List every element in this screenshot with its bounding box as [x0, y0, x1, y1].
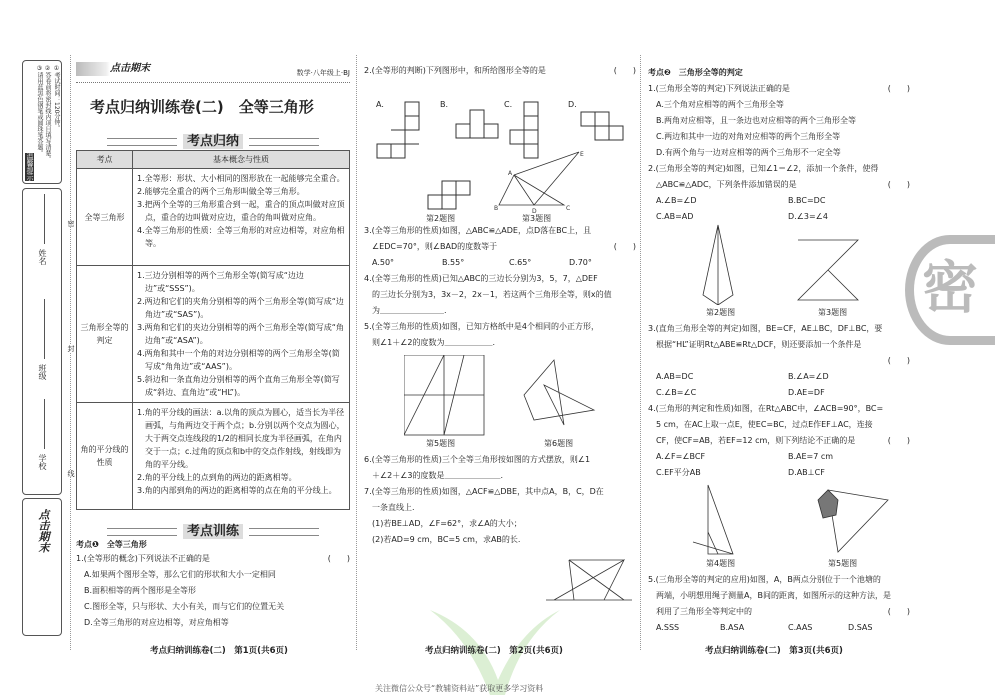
page-1	[76, 60, 350, 660]
question-text: 两端，小明想用绳子测量A，B间的距离，如图所示的这种方法，是	[656, 591, 891, 600]
question-2: 2.(三角形全等的判定)如图，已知∠1＝∠2，添加一个条件，使得	[648, 164, 879, 173]
column-divider	[640, 55, 641, 650]
question-text: △ABC≌△ADC，下列条件添加错误的是	[656, 180, 797, 189]
figure-caption: 第4题图	[706, 559, 736, 568]
option[interactable]: D.有两个角与一边对应相等的两个三角形不一定全等	[656, 148, 841, 157]
summary-banner: 考点归纳	[76, 130, 350, 149]
figure-caption: 第6题图	[544, 439, 574, 448]
subject-label: 数学·八年级上·BJ	[296, 69, 350, 77]
option[interactable]: B.∠A=∠D	[788, 372, 829, 381]
page-3	[648, 60, 910, 660]
option[interactable]: D.70°	[569, 258, 592, 267]
option[interactable]: B.面积相等的两个图形是全等形	[84, 586, 197, 595]
brand-header: 点击期末	[76, 62, 150, 76]
seal-mark: 密	[67, 220, 75, 227]
option[interactable]: A.三个角对应相等的两个三角形全等	[656, 100, 784, 109]
option[interactable]: A.如果两个图形全等，那么它们的形状和大小一定相同	[84, 570, 276, 579]
answer-bracket[interactable]: ( )	[887, 356, 910, 365]
figure-caption: 第5题图	[828, 559, 858, 568]
answer-bracket[interactable]: ( )	[613, 66, 636, 75]
name-field[interactable]: 姓名	[38, 249, 47, 265]
answer-blank[interactable]: 为＿＿＿＿＿＿＿＿.	[372, 306, 447, 315]
answer-bracket[interactable]: ( )	[887, 436, 910, 445]
question-3: 3.(直角三角形全等的判定)如图，BE=CF，AE⊥BC，DF⊥BC，要	[648, 324, 883, 333]
figures-q2-q3	[688, 220, 888, 305]
grid-figure-q5	[404, 355, 624, 445]
question-text: (1)若BE⊥AD，∠F=62°，求∠A的大小；	[372, 519, 522, 528]
question-text: 根据“HL”证明Rt△ABE≌Rt△DCF，则还要添加一个条件是	[656, 340, 862, 349]
option[interactable]: D.AE=DF	[788, 388, 825, 397]
table-row: 三角形全等的判定 1.三边分别相等的两个三角形全等(简写成“边边边”或“SSS”)。 2.两边和它们的夹角分别相等的两个三角形全等(简写成“边角边”或“SAS”)。 3.两角和它们的夹边分别相等的两个三角形全等(简写成“角边角”或“ASA”)。 4.两角和其中一个角的对边分别相等的两个三角形全等(简写成“角角边”或“AAS”)。 5.斜边和一条直角边分别相等的两个直角三角形全等(简写成“斜边、直角边”或“HL”)。	[77, 266, 350, 403]
watermark-text: 关注微信公众号“教辅资料站”获取更多学习资料	[375, 684, 544, 693]
class-field[interactable]: 班级	[38, 364, 47, 380]
column-divider	[356, 55, 357, 650]
option[interactable]: D.SAS	[848, 623, 873, 632]
option[interactable]: A.SSS	[656, 623, 680, 632]
summary-table	[76, 150, 350, 510]
option[interactable]: C.两边和其中一边的对角对应相等的两个三角形全等	[656, 132, 841, 141]
option[interactable]: C.图形全等，只与形状、大小有关，而与它们的位置无关	[84, 602, 285, 611]
figure-caption: 第3题图	[818, 308, 848, 317]
page-2	[364, 60, 636, 660]
question-text: 的三边长分别为3，3x－2，2x－1，若这两个三角形全等，则x的值	[372, 290, 612, 299]
option[interactable]: D.全等三角形的对应边相等，对应角相等	[84, 618, 229, 627]
svg-text:D: D	[532, 208, 537, 215]
option[interactable]: B.两角对应相等，且一条边也对应相等的两个三角形全等	[656, 116, 857, 125]
answer-blank[interactable]: ＋∠2＋∠3的度数是＿＿＿＿＿＿＿.	[372, 471, 504, 480]
notice-1: ①考试时间：120分钟。	[53, 65, 60, 132]
svg-text:B: B	[494, 205, 499, 212]
question-7: 7.(全等三角形的性质)如图，△ACF≌△DBE，其中点A，B，C，D在	[364, 487, 604, 496]
seal-mark: 线	[67, 470, 75, 477]
answer-bracket[interactable]: ( )	[887, 607, 910, 616]
option[interactable]: C.AB=AD	[656, 212, 694, 221]
training-banner: 考点训练	[76, 520, 350, 539]
option[interactable]: B.	[440, 100, 449, 109]
option[interactable]: B.55°	[442, 258, 465, 267]
section-heading: 考点❷ 三角形全等的判定	[648, 68, 743, 77]
svg-text:E: E	[580, 151, 584, 158]
student-info-box	[22, 188, 62, 495]
answer-bracket[interactable]: ( )	[887, 180, 910, 189]
triangle-figure-q3	[494, 150, 594, 220]
answer-blank[interactable]: 则∠1＋∠2的度数为＿＿＿＿＿＿.	[372, 338, 496, 347]
option[interactable]: C.AAS	[788, 623, 813, 632]
seal-line	[70, 55, 71, 650]
brand-box	[22, 498, 62, 636]
table-header: 基本概念与性质	[133, 151, 350, 169]
question-2: 2.(全等形的判断)下列图形中，和所给图形全等的是	[364, 66, 546, 75]
figure-caption: 第2题图	[426, 214, 456, 223]
question-6: 6.(全等三角形的性质)三个全等三角形按如图的方式摆放，则∠1	[364, 455, 591, 464]
question-1: 1.(三角形全等的判定)下列说法正确的是	[648, 84, 790, 93]
page-footer: 考点归纳训练卷(二) 第2页(共6页)	[425, 646, 563, 656]
question-4: 4.(三角形的判定和性质)如图，在Rt△ABC中，∠ACB=90°，BC=	[648, 404, 884, 413]
option[interactable]: B.ASA	[720, 623, 745, 632]
question-text: 利用了三角形全等判定中的	[656, 607, 752, 616]
question-5: 5.(全等三角形的性质)如图，已知方格纸中是4个相同的小正方形，	[364, 322, 599, 331]
section-heading: 考点❶ 全等三角形	[76, 540, 147, 549]
secret-stamp	[905, 235, 995, 345]
notice-2: ②答卷前将密封线内项目填写清楚。	[44, 65, 51, 162]
question-4: 4.(全等三角形的性质)已知△ABC的三边长分别为3，5，7，△DEF	[364, 274, 598, 283]
option[interactable]: B.BC=DC	[788, 196, 826, 205]
brand-vertical: 点击期末	[37, 509, 50, 553]
question-3: 3.(全等三角形的性质)如图，△ABC≌△ADE，点D落在BC上，且	[364, 226, 592, 235]
option[interactable]: A.50°	[372, 258, 395, 267]
figure-caption: 第5题图	[426, 439, 456, 448]
page-footer: 考点归纳训练卷(二) 第3页(共6页)	[705, 646, 843, 656]
question-text: ∠EDC=70°，则∠BAD的度数等于	[372, 242, 498, 251]
table-header: 考点	[77, 151, 133, 169]
question-5: 5.(三角形全等的判定的应用)如图，A，B两点分别位于一个池塘的	[648, 575, 881, 584]
notice-label: 温馨提示	[26, 153, 34, 181]
svg-text:C: C	[566, 205, 571, 212]
question-text: 一条直线上.	[372, 503, 415, 512]
option[interactable]: A.AB=DC	[656, 372, 694, 381]
option[interactable]: D.	[568, 100, 577, 109]
notice-3: ③请用蓝黑色钢笔或圆珠笔答题。	[36, 65, 43, 156]
option[interactable]: B.AE=7 cm	[788, 452, 834, 461]
figure-caption: 第3题图	[522, 214, 552, 223]
answer-bracket[interactable]: ( )	[887, 84, 910, 93]
school-field[interactable]: 学校	[38, 454, 47, 470]
svg-text:A: A	[508, 170, 513, 177]
option[interactable]: A.∠F=∠BCF	[656, 452, 706, 461]
answer-bracket[interactable]: ( )	[613, 242, 636, 251]
question-1: 1.(全等形的概念)下列说法不正确的是	[76, 554, 210, 563]
option[interactable]: A.∠B=∠D	[656, 196, 697, 205]
option[interactable]: A.	[376, 100, 384, 109]
page-footer: 考点归纳训练卷(二) 第1页(共6页)	[150, 646, 288, 656]
figure-caption: 第2题图	[706, 308, 736, 317]
question-text: (2)若AD=9 cm，BC=5 cm，求AB的长.	[372, 535, 521, 544]
answer-bracket[interactable]: ( )	[327, 554, 350, 563]
question-text: 5 cm，在AC上取一点E，使EC=BC，过点E作EF⊥AC，连接	[656, 420, 873, 429]
option[interactable]: D.∠3=∠4	[788, 212, 828, 221]
page-title: 考点归纳训练卷(二) 全等三角形	[90, 98, 314, 116]
question-text: CF，使CF=AB，若EF=12 cm，则下列结论不正确的是	[656, 436, 856, 445]
table-row: 全等三角形 1.全等形：形状、大小相同的图形放在一起能够完全重合。 2.能够完全重合的两个三角形叫做全等三角形。 3.把两个全等的三角形重合到一起，重合的顶点叫做对应顶点，重合的边叫做对应边，重合的角叫做对应角。 4.全等三角形的性质：全等三角形的对应边相等，对应角相等。	[77, 169, 350, 266]
option[interactable]: C.65°	[509, 258, 532, 267]
option[interactable]: D.AB⊥CF	[788, 468, 825, 477]
notice-box	[22, 60, 62, 184]
option[interactable]: C.∠B=∠C	[656, 388, 697, 397]
figure-q7	[544, 550, 634, 610]
figures-q4-q5	[688, 480, 898, 556]
option[interactable]: C.EF平分AB	[656, 468, 701, 477]
option[interactable]: C.	[504, 100, 513, 109]
seal-mark: 封	[67, 345, 75, 352]
table-row: 角的平分线的性质 1.角的平分线的画法：a.以角的顶点为圆心，适当长为半径画弧，与角两边交于两个点；b.分别以两个交点为圆心，大于两交点连线段的1/2的相同长度为半径画弧，在角内交于一点；c.过角的顶点和b中的交点作射线，射线即为角的平分线。 2.角的平分线上的点到角的两边的距离相等。 3.角的内部到角的两边的距离相等的点在角的平分线上。	[77, 403, 350, 510]
stamp-char: 密	[922, 256, 978, 321]
